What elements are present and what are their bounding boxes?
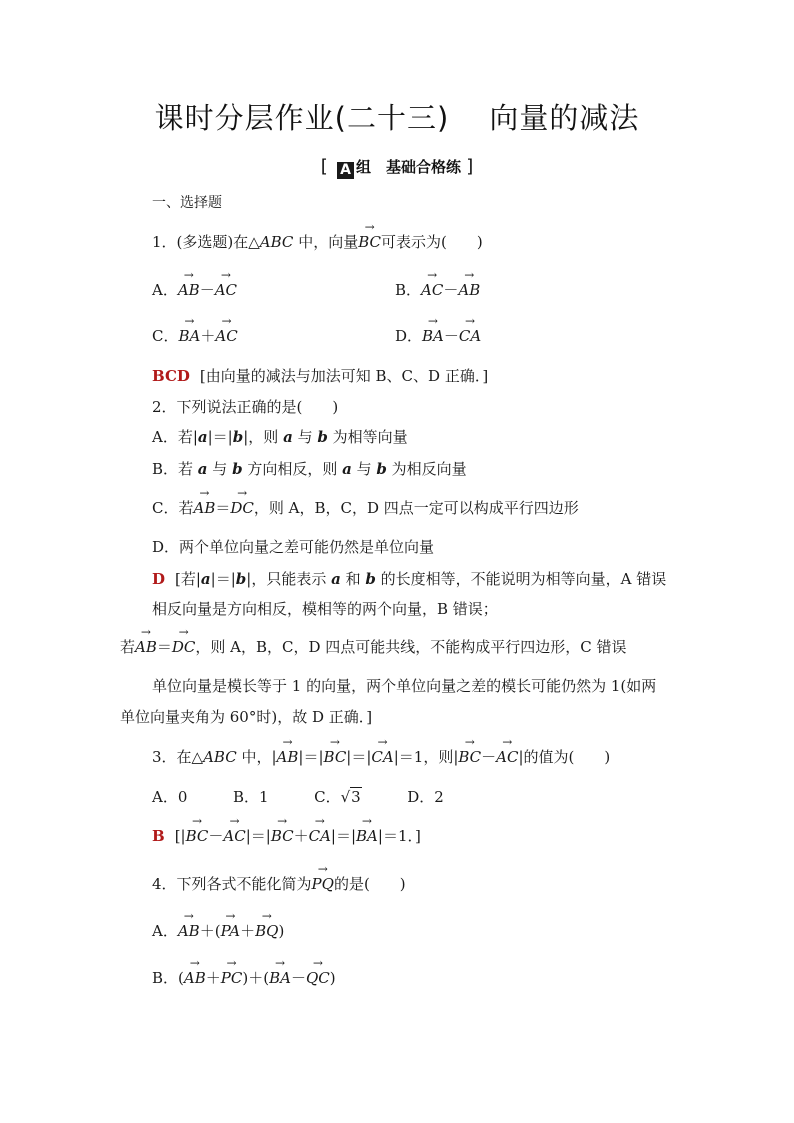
question-1-stem: 1．(多选题)在△ABC 中，向量→ BC可表示为( ): [152, 232, 483, 252]
question-2-stem: 2．下列说法正确的是( ): [152, 398, 339, 416]
group-heading: [ A 组 基础合格练 ]: [320, 156, 474, 178]
question-4-option-b: B．(→ AB＋→ PC)＋(→ BA－→ QC): [152, 968, 336, 988]
question-2-explanation-4: 单位向量是模长等于 1 的向量，两个单位向量之差的模长可能仍然为 1(如两: [152, 677, 657, 695]
group-letter-badge: A: [337, 162, 354, 179]
question-3-option-c: C．√3: [314, 788, 361, 806]
question-1-option-b: B．→ AC－→ AB: [395, 280, 480, 300]
question-2-option-a: A．若|a|＝|b|，则 a 与 b 为相等向量: [152, 428, 408, 446]
question-2-answer: D [若|a|＝|b|，只能表示 a 和 b 的长度相等，不能说明为相等向量，A 错误: [152, 570, 667, 588]
title-topic: 向量的减法: [489, 101, 640, 135]
question-4-stem: 4．下列各式不能化简为→ PQ的是( ): [152, 874, 406, 894]
question-3-answer: B [|→ BC－→ AC|＝|→ BC＋→ CA|＝|→ BA|＝1．]: [152, 826, 421, 846]
question-2-explanation-5: 单位向量夹角为 60°时)，故 D 正确．]: [120, 708, 373, 726]
page-title: [0, 96, 794, 137]
question-2-explanation-3: 若→ AB＝→ DC，则 A，B，C，D 四点可能共线，不能构成平行四边形，C 错误: [120, 637, 627, 657]
question-3-option-b: B．1: [232, 788, 269, 806]
group-label: 组 基础合格练: [355, 158, 461, 176]
question-3-option-d: D．2: [407, 788, 444, 806]
question-1-answer: BCD [由向量的减法与加法可知 B、C、D 正确．]: [152, 367, 489, 385]
question-2-explanation-2: 相反向量是方向相反，模相等的两个向量，B 错误；: [152, 600, 498, 618]
question-1-option-c: C．→ BA＋→ AC: [152, 326, 238, 346]
question-1-option-a: A．→ AB－→ AC: [152, 280, 237, 300]
question-4-option-a: A．→ AB＋(→ PA＋→ BQ): [152, 921, 284, 941]
question-1-option-d: D．→ BA－→ CA: [395, 326, 481, 346]
answer-label: BCD: [152, 367, 190, 385]
section-heading: 一、选择题: [152, 195, 222, 211]
title-main: 课时分层作业(二十三): [154, 101, 450, 135]
question-2-option-c: C．若→ AB＝→ DC，则 A，B，C，D 四点一定可以构成平行四边形: [152, 498, 579, 518]
answer-label: D: [152, 570, 166, 588]
question-2-option-b: B．若 a 与 b 方向相反，则 a 与 b 为相反向量: [152, 460, 467, 478]
question-2-option-d: D．两个单位向量之差可能仍然是单位向量: [152, 538, 435, 556]
question-3-stem: 3．在△ABC 中，|→ AB|＝|→ BC|＝|→ CA|＝1，则|→ BC－→ AC|的值为( ): [152, 747, 610, 767]
question-3-options: [152, 787, 444, 807]
answer-label: B: [152, 827, 165, 845]
question-3-option-a: A．0: [152, 788, 188, 806]
